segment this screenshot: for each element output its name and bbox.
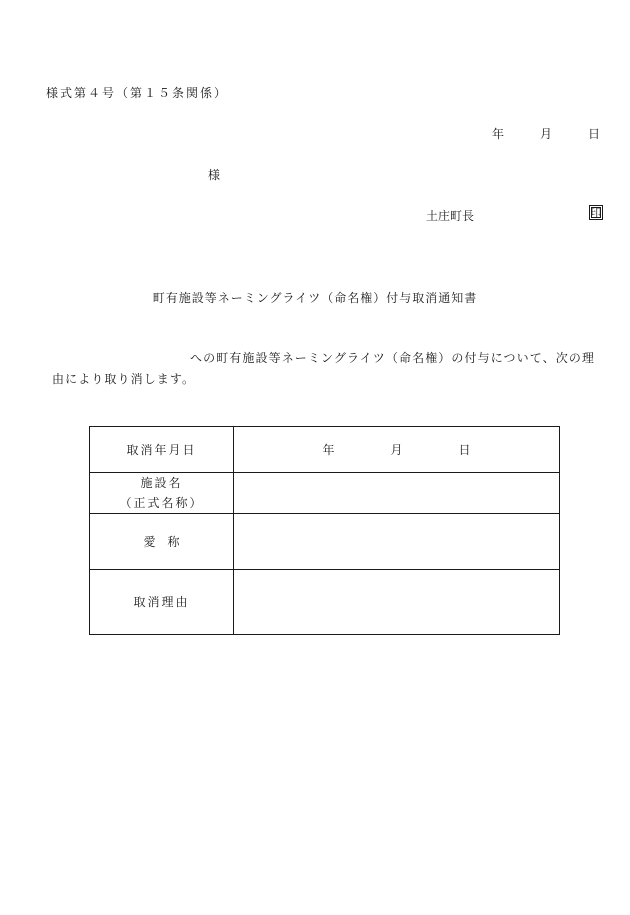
nickname-label: 愛 称 (90, 514, 234, 570)
revocation-date-day: 日 (458, 443, 471, 457)
facility-name-title: 施設名 (140, 476, 183, 490)
details-table (89, 426, 560, 635)
issue-date (492, 125, 600, 142)
row-revocation-date (90, 427, 560, 473)
nickname-value (234, 514, 560, 570)
reason-value (234, 570, 560, 635)
issuer-name: 土庄町長 (426, 209, 475, 223)
recipient-suffix: 様 (208, 168, 221, 182)
document-title: 町有施設等ネーミングライツ（命名権）付与取消通知書 (152, 291, 478, 305)
revocation-date-value (234, 427, 560, 473)
reason-label: 取消理由 (90, 570, 234, 635)
facility-name-value (234, 473, 560, 514)
revocation-date-month: 月 (390, 443, 403, 457)
seal-stamp: 印 (590, 206, 602, 219)
row-reason (90, 570, 560, 635)
issue-date-year: 年 (491, 127, 504, 141)
row-facility-name (90, 473, 560, 514)
form-number: 様式第４号（第１５条関係） (46, 86, 229, 100)
issue-date-month: 月 (539, 127, 552, 141)
body-text: への町有施設等ネーミングライツ（命名権）の付与について、次の理由により取り消します。 (52, 351, 596, 386)
revocation-date-label: 取消年月日 (90, 427, 234, 473)
facility-name-label (90, 473, 234, 514)
facility-name-subtitle: （正式名称） (119, 496, 204, 510)
revocation-date-year: 年 (322, 443, 335, 457)
row-nickname (90, 514, 560, 570)
issue-date-day: 日 (587, 127, 600, 141)
